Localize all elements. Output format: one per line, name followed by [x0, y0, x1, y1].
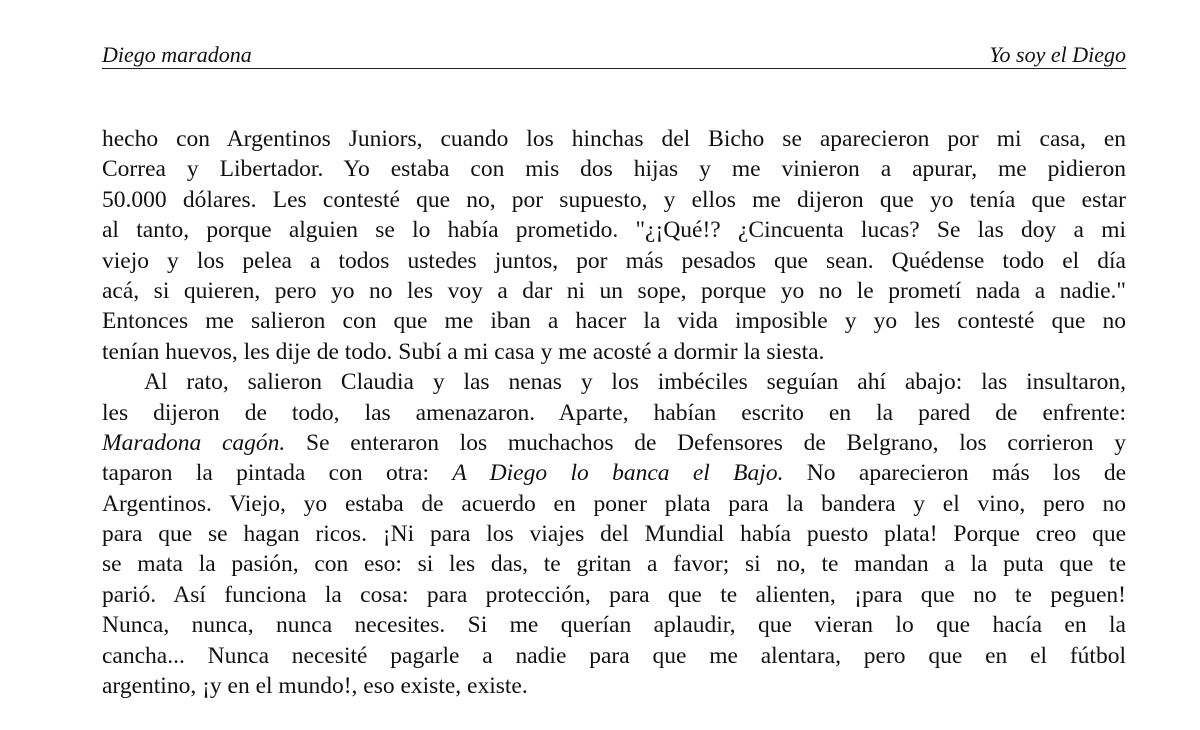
header-book-title: Yo soy el Diego [989, 42, 1126, 67]
text-line: tenían huevos, les dije de todo. Subí a mi casa y me acosté a dormir la siesta. [102, 338, 825, 365]
text-line: Al rato, salieron Claudia y las nenas y los imbéciles seguían ahí abajo: las insultaron, [144, 369, 1126, 396]
text-line: Argentinos. Viejo, yo estaba de acuerdo en poner plata para la bandera y el vino, pero no [102, 490, 1126, 517]
text-line: taparon la pintada con otra: A Diego lo banca el Bajo. No aparecieron más los de [102, 460, 1126, 487]
text-line: hecho con Argentinos Juniors, cuando los hinchas del Bicho se aparecieron por mi casa, en [102, 126, 1126, 152]
text-line: Nunca, nunca, nunca necesites. Si me querían aplaudir, que vieran lo que hacía en la [102, 612, 1126, 639]
text-line: para que se hagan ricos. ¡Ni para los viajes del Mundial había puesto plata! Porque creo que [102, 521, 1126, 548]
text-line: acá, si quieren, pero yo no les voy a dar ni un sope, porque yo no le prometí nada a nadie." [102, 277, 1126, 304]
text-line: parió. Así funciona la cosa: para protección, para que te alienten, ¡para que no te peguen! [102, 581, 1126, 608]
text-line: viejo y los pelea a todos ustedes juntos, por más pesados que sean. Quédense todo el día [102, 247, 1126, 274]
text-line: 50.000 dólares. Les contesté que no, por supuesto, y ellos me dijeron que yo tenía que estar [102, 186, 1126, 213]
text-line: se mata la pasión, con eso: si les das, te gritan a favor; si no, te mandan a la puta que te [102, 551, 1126, 578]
text-line: Correa y Libertador. Yo estaba con mis dos hijas y me vinieron a apurar, me pidieron [102, 156, 1126, 183]
running-header [102, 42, 1126, 69]
text-line: cancha... Nunca necesité pagarle a nadie para que me alentara, pero que en el fútbol [102, 642, 1126, 669]
text-line: Maradona cagón. Se enteraron los muchachos de Defensores de Belgrano, los corrieron y [102, 429, 1127, 456]
text-line: al tanto, porque alguien se lo había prometido. "¿¡Qué!? ¿Cincuenta lucas? Se las doy a mi [102, 217, 1126, 244]
header-author: Diego maradona [102, 42, 252, 67]
italic-quote: A Diego lo banca el Bajo. [452, 460, 784, 487]
italic-quote: Maradona cagón. [102, 429, 286, 456]
text-line: argentino, ¡y en el mundo!, eso existe, existe. [102, 673, 528, 700]
body-text [102, 124, 1126, 701]
text-line: Entonces me salieron con que me iban a hacer la vida imposible y yo les contesté que no [102, 308, 1126, 335]
text-line: les dijeron de todo, las amenazaron. Aparte, habían escrito en la pared de enfrente: [102, 399, 1126, 426]
